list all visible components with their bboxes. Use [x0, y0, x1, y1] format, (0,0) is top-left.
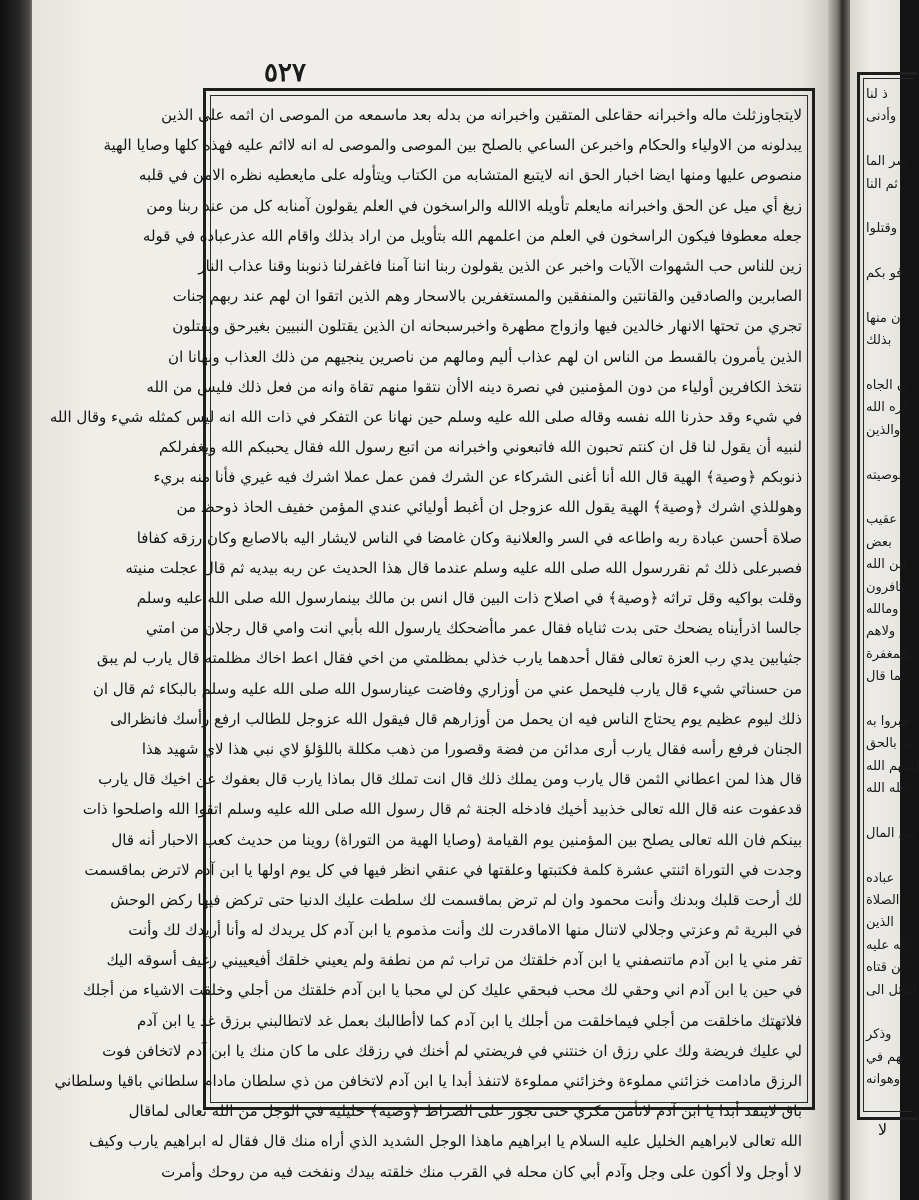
adjacent-text-line: ابن قتاه — [866, 960, 909, 976]
adjacent-text-line — [866, 442, 900, 464]
adjacent-text-line: ب بالحق — [866, 736, 914, 752]
adjacent-text-line: من المال — [866, 825, 916, 841]
adjacent-text-line: أجله الله — [866, 781, 912, 797]
adjacent-text-line: وأدنى — [866, 109, 897, 125]
adjacent-page-footer: لا — [878, 1120, 888, 1139]
text-line: ذنوبكم ﴿وصية﴾ الهية قال الله أنا أغنى الشركاء عن الشرك فمن عمل عملا اشرك فيه غيري فأنا منه بريء — [153, 468, 802, 487]
adjacent-text-line: كافرون — [866, 579, 906, 595]
text-line: الذين يأمرون بالقسط من الناس ان لهم عذاب أليم ومالهم من ناصرين ينجيهم من ذلك العذاب ونهانا ان — [168, 347, 802, 366]
book-binding-edge — [0, 0, 34, 1200]
text-line: قال هذا لمن اعطاني الثمن قال يارب ومن يملك ذلك قال انت تملك قال بماذا يارب قال بعفوك عن اخيك قال يارب — [98, 770, 802, 789]
adjacent-text-line — [866, 286, 900, 308]
adjacent-text-line: سر الما — [866, 154, 908, 170]
adjacent-text-line: ذ لنا — [866, 87, 888, 102]
adjacent-text-line: بعض — [866, 534, 892, 550]
text-line: وقلت بواكيه وقل تراثه ﴿وصية﴾ في اصلاح ذات البين قال انس بن مالك بينمارسول الله صلى الله عليه وسلم — [136, 589, 802, 607]
text-line: فلاتهتك ماخلقت من أجلي فيماخلقت من أجلك يا ابن آدم كما لاأطالبك بعمل غد لاتطالبني برزق غد يا ابن آدم — [136, 1011, 802, 1030]
text-line: الجنان فرفع رأسه فقال يارب أرى مدائن من فضة وقصورا من ذهب مكللة باللؤلؤ لاي نبي هذا لاي شهيد هذا — [141, 739, 802, 758]
text-line: الرزق مادامت خزائني مملوءة وخزائني مملوءة لاتنفذ أبدا يا ابن آدم لاتخافن من ذي سلطان مادام سلطاني باقيا وسلطاني — [54, 1072, 802, 1090]
adjacent-text-line: ومالله — [866, 601, 899, 617]
adjacent-text-line: ولاهم — [866, 624, 896, 640]
adjacent-text-line: ثم النا — [866, 176, 898, 192]
text-line: وجدت في التوراة اثنتي عشرة كلمة فكتبتها وعلقتها في عنقي انظر فيها في كل يوم اولها يا ابن آدم لاترض بماقسمت — [84, 860, 802, 879]
text-line: جالسا اذرأيناه يضحك حتى بدت ثناياه فقال عمر ماأضحكك يارسول الله بأبي انت وامي قال رجلان من امتي — [145, 619, 802, 638]
text-line: منصوص عليها ومنها ايضا اخبار الحق انه لايتبع المتشابه من الكتاب ويتأوله على مايعطيه نظره الامن في قلبه — [138, 166, 802, 185]
adjacent-text-line — [866, 845, 900, 867]
text-line: لي عليك فريضة ولك علي رزق ان خنتني في فريضتي لم أخنك في رزقك على ما كان منك يا ابن آدم لاتخافن فوت — [102, 1041, 802, 1060]
adjacent-text-line: ن الجاه — [866, 378, 907, 394]
adjacent-text-line: ابن الله — [866, 557, 907, 573]
adjacent-text-line: كره الله — [866, 400, 910, 416]
adjacent-text-line: خبروا به — [866, 713, 910, 729]
text-line: تجري من تحتها الانهار خالدين فيها وازواج مطهرة واخبرسبحانه ان الذين يقتلون النبيين بغيرحق ويقتلون — [172, 317, 802, 336]
adjacent-text-line — [866, 129, 900, 151]
text-line: زيغ أي ميل عن الحق واخبرانه مايعلم تأويله الاالله والراسخون في العلم يقولون آمنابه كل من عند ربنا ومن — [146, 196, 802, 215]
text-line: بينكم فان الله تعالى يصلح بين المؤمنين يوم القيامة (وصايا الهية من التوراة) روينا من حديث كعب الاحبار أنه قال — [111, 830, 802, 849]
text-line: صلاة أحسن عبادة ربه واطاعه في السر والعلانية وكان غامضا في الناس لايشار اليه بالاصابع وكان رزقه كفافا — [136, 528, 802, 547]
adjacent-text-line: وقتلوا — [866, 221, 898, 237]
adjacent-text-line: عقيب — [866, 512, 898, 528]
adjacent-text-line: فو بكم — [866, 266, 903, 282]
text-line: زين للناس حب الشهوات الآيات واخبر عن الذين يقولون ربنا اننا آمنا فاغفرلنا ذنوبنا وقنا عذاب النار — [198, 256, 802, 275]
page-gutter — [828, 0, 852, 1200]
text-line: في البرية ثم وعزتي وجلالي لاتنال منها الاماقدرت لك وأنت مذموم يا ابن آدم كل يريدك له وأنا أريدك لك وأنت — [128, 921, 802, 940]
page-text-block — [49, 100, 802, 1181]
adjacent-text-line: الصلاة — [866, 893, 900, 909]
adjacent-text-line — [866, 801, 900, 823]
adjacent-text-line: بذلك — [866, 333, 892, 349]
adjacent-text-line: بوصيته — [866, 467, 903, 483]
text-line: من حسناتي شيء قال يارب فليحمل عني من أوزاري وفاضت عينارسول الله صلى الله عليه وسلم بالبكاء ثم قال ان — [92, 679, 802, 698]
adjacent-text-line — [866, 689, 900, 711]
text-line: لك أرحت قلبك وبدنك وأنت محمود وان لم ترض بماقسمت لك سلطت عليك الدنيا حتى تركض فيها ركض الوحش — [110, 890, 802, 909]
adjacent-text-line: ن منها — [866, 310, 901, 326]
adjacent-text-line: لهم في — [866, 1049, 906, 1065]
adjacent-text-line: لقاتل الى — [866, 982, 917, 998]
adjacent-text-line — [866, 353, 900, 375]
text-line: تفر مني يا ابن آدم ماتنصفني يا ابن آدم خلقتك من تراب ثم من نطفة ولم يعيني خلقك أفيعييني رغيف أسوقه اليك — [106, 951, 802, 970]
text-line: وهوللذي اشرك ﴿وصية﴾ الهية يقول الله عزوجل ان أغبط أوليائي عندي المؤمن خفيف الحاذ ذوحظ من — [176, 498, 802, 517]
text-line: لا أوجل ولا أكون على وجل وآدم أبي كان محله في القرب منك خلقته بيدك ونفخت فيه من روحك وأمرت — [161, 1162, 802, 1181]
adjacent-text-line — [866, 196, 900, 218]
adjacent-text-line: الذين — [866, 915, 894, 931]
text-line: يبدلونه من الاولياء والحكام واخبرعن الساعي بالصلح بين الموصى والموصى له انه لااثم عليه فهذه كلها وصايا الهية — [103, 136, 802, 155]
adjacent-page-text — [866, 84, 919, 1104]
adjacent-text-line: كما قال — [866, 669, 908, 685]
page-number: ٥٢٧ — [264, 58, 306, 88]
adjacent-text-line — [866, 1002, 900, 1024]
adjacent-text-line: الله عليه — [866, 937, 912, 953]
adjacent-text-line: لمنهم الله — [866, 758, 919, 774]
text-line: الله تعالى لابراهيم الخليل عليه السلام يا ابراهيم ماهذا الوجل الشديد الذي أراه منك قال فقال له ابراهيم يارب وكيف — [89, 1132, 802, 1151]
text-line: جثيابين يدي رب العزة تعالى فقال أحدهما يارب خذلي بمظلمتي من اخي فقال اعط اخاك مظلمته قال يارب لم يبق — [96, 649, 802, 668]
text-line: ذلك ليوم عظيم يوم يحتاج الناس فيه ان يحمل من أوزارهم قال فيقول الله عزوجل للطالب ارفع رأسك فانظرالى — [110, 709, 802, 728]
adjacent-text-line: والذين — [866, 422, 901, 438]
text-line: في شيء وقد حذرنا الله نفسه وقاله صلى الله عليه وسلم حين نهانا عن التفكر في ذات الله انه ليس كمثله شيء وقال الله — [49, 407, 802, 426]
adjacent-text-line — [866, 487, 900, 509]
adjacent-text-line: وهوانه — [866, 1072, 901, 1088]
adjacent-text-line: وذكر — [866, 1027, 892, 1043]
text-line: نتخذ الكافرين أولياء من دون المؤمنين في نصرة دينه الاأن نتقوا منهم تقاة وانه من فعل ذلك فليس من الله — [146, 377, 802, 396]
text-line: الصابرين والصادقين والقانتين والمنفقين والمستغفرين بالاسحار وهم الذين اتقوا ان لهم عند ربهم جنات — [172, 287, 802, 306]
text-line: قدعفوت عنه قال الله تعالى خذبيد أخيك فادخله الجنة ثم قال رسول الله صلى الله عليه وسلم اتقوا الله واصلحوا ذات — [82, 800, 802, 819]
text-line: لايتجاوزثلث ماله واخبرانه حقاعلى المتقين واخبرانه من بدله بعد ماسمعه من الموصى ان اثمه على الذين — [161, 106, 802, 124]
text-line: فصبرعلى ذلك ثم نقررسول الله صلى الله عليه وسلم عندما قال هذا الحديث عن ربه بيديه ثم قال عجلت منيته — [125, 558, 802, 577]
text-line: لنبيه أن يقول لنا قل ان كنتم تحبون الله فاتبعوني واخبرانه من اتبع رسول الله فقال يحببكم الله ويغفرلكم — [158, 438, 802, 457]
adjacent-text-line — [866, 241, 900, 263]
text-line: جعله معطوفا فيكون الراسخون في العلم من اعلمهم الله بتأويل من اراد بذلك واقام الله عذرعباده في قوله — [142, 226, 802, 245]
text-line: باق لاينفد أبدا يا ابن آدم لاتأمن مكري حتى تجوز على الصراط ﴿وصية﴾ خليلية في الوجل من الله تعالى لماقال — [128, 1102, 802, 1121]
adjacent-text-line: عباده — [866, 870, 895, 886]
adjacent-text-line: بالمغفرة — [866, 646, 912, 662]
text-line: في حين يا ابن آدم اني وحقي لك محب فبحقي عليك كن لي محبا يا ابن آدم خلقتك من أجلي وخلقت الاشياء من أجلك — [82, 981, 802, 1000]
